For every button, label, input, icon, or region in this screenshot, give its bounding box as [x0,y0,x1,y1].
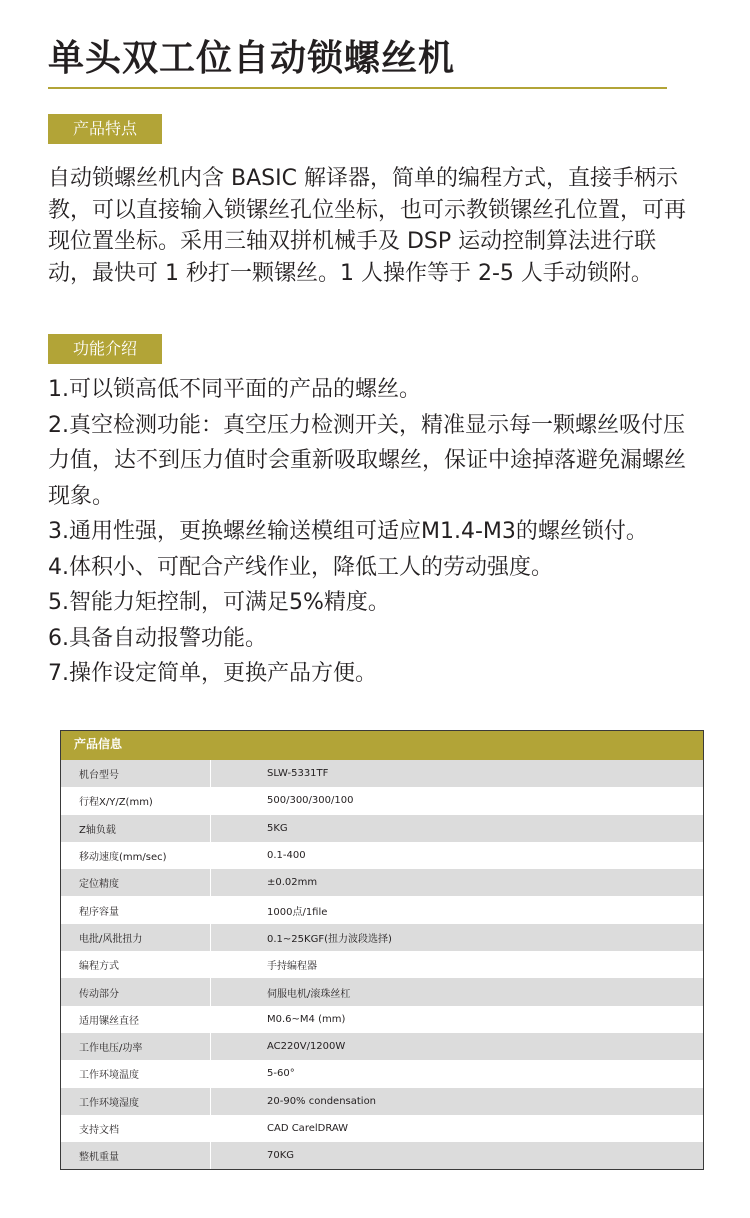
spec-row [61,896,703,923]
spec-key: 编程方式 [61,951,211,978]
spec-value: 5KG [267,822,288,834]
spec-value: 500/300/300/100 [267,795,354,807]
spec-value: 70KG [267,1150,295,1162]
function-item-3: 3.通用性强，更换螺丝输送模组可适应M1.4-M3的螺丝锁付。 [48,519,648,544]
spec-value: 5-60° [267,1068,295,1080]
spec-row [61,1142,703,1169]
spec-row [61,1060,703,1087]
spec-row [61,978,703,1005]
spec-value: 0.1-400 [267,850,306,862]
function-item-4: 4.体积小、可配合产线作业，降低工人的劳动强度。 [48,554,553,580]
spec-value: M0.6~M4 (mm) [267,1013,346,1025]
function-item-1: 1.可以锁高低不同平面的产品的螺丝。 [48,377,421,402]
spec-row [61,842,703,869]
spec-table-header: 产品信息 [61,731,703,760]
spec-row [61,869,703,896]
spec-key: 整机重量 [61,1142,211,1169]
spec-row [61,1088,703,1115]
spec-key: 工作环境温度 [61,1060,211,1087]
spec-key: 工作环境湿度 [61,1088,211,1115]
title-divider [48,87,667,89]
spec-row [61,1006,703,1033]
function-item-2: 2.真空检测功能：真空压力检测开关，精准显示每一颗螺丝吸付压力值，达不到压力值时会重新吸取螺丝，保证中途掉落避免漏螺丝现象。 [48,412,687,509]
spec-row [61,924,703,951]
spec-value: ±0.02mm [267,877,318,889]
spec-key: 适用镙丝直径 [61,1006,211,1033]
spec-key: 电批/风批扭力 [61,924,211,951]
spec-row [61,1033,703,1060]
function-item-6: 6.具备自动报警功能。 [48,625,267,651]
functions-list [48,372,700,692]
function-item-7: 7.操作设定简单，更换产品方便。 [48,661,377,686]
spec-value: SLW-5331TF [267,768,329,780]
functions-tag: 功能介绍 [48,334,162,364]
spec-key: 传动部分 [61,978,211,1005]
features-tag: 产品特点 [48,114,162,144]
spec-value: CAD CarelDRAW [267,1123,349,1134]
spec-value: AC220V/1200W [267,1041,346,1053]
spec-table [60,730,704,1170]
spec-value: 20-90% condensation [267,1095,377,1107]
spec-value: 手持编程器 [267,961,317,973]
function-item-5: 5.智能力矩控制，可满足5%精度。 [48,590,390,615]
spec-key: 行程X/Y/Z(mm) [61,787,211,814]
spec-key: 机台型号 [61,760,211,787]
spec-key: 程序容量 [61,896,211,923]
spec-key: 定位精度 [61,869,211,896]
spec-key: 移动速度(mm/sec) [61,842,211,869]
spec-key: Z轴负载 [61,815,211,842]
spec-row [61,1115,703,1142]
features-paragraph: 自动锁螺丝机内含 BASIC 解译器，简单的编程方式，直接手柄示教，可以直接输入锁镙丝孔位坐标，也可示教锁镙丝孔位置，可再现位置坐标。采用三轴双拼机械手及 DSP 运动控制算法进行联动，最快可 1 秒打一颗镙丝。1 人操作等于 2-5 人手动锁附。 [48,166,687,286]
spec-row [61,760,703,787]
spec-value: 伺服电机/滚珠丝杠 [267,988,351,1000]
spec-key: 支持文档 [61,1115,211,1142]
spec-row [61,815,703,842]
spec-row [61,787,703,814]
spec-value: 1000点/1file [267,906,328,918]
spec-value: 0.1~25KGF(扭力波段选择) [267,933,392,945]
spec-key: 工作电压/功率 [61,1033,211,1060]
page-title: 单头双工位自动锁螺丝机 [48,37,456,79]
spec-row [61,951,703,978]
